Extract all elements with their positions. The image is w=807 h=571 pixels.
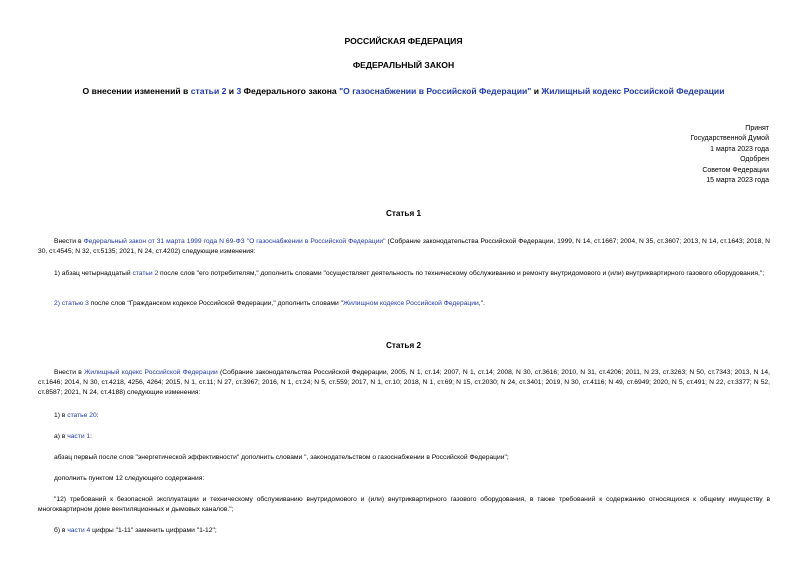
link-housing-code[interactable]: Жилищном кодексе Российской Федерации xyxy=(342,300,479,307)
link-part-1[interactable]: части 1 xyxy=(67,433,91,440)
title-link-housing-code[interactable]: Жилищный кодекс Российской Федерации xyxy=(541,86,725,96)
adoption-line: Принят xyxy=(745,125,769,132)
adoption-line: 15 марта 2023 года xyxy=(706,177,769,185)
article-2-paragraph: "12) требований к безопасной эксплуатации и техническому обслуживанию внутридомового и (или) внутриквартирного газового оборудования, в также требований к содержанию относящихся к общему имуществу в многоквартирном доме вентиляционных и дымовых каналов."; xyxy=(38,496,770,513)
law-title: О внесении изменений в статьи 2 и 3 Федерального закона "О газоснабжении в Российской Федерации" и Жилищный кодекс Российской Федерации xyxy=(82,86,725,96)
link-part-4[interactable]: части 4 xyxy=(67,527,91,534)
article-1-heading: Статья 1 xyxy=(385,209,422,218)
article-2-paragraph: абзац первый после слов "энергетической эффективности" дополнить словами ", законодательством о газоснабжении в Российской Федерации"; xyxy=(54,454,509,461)
article-2-paragraph: 1) в статье 20: xyxy=(54,412,99,419)
link-article-20[interactable]: статье 20 xyxy=(67,412,97,419)
link-article-3[interactable]: 2) статью 3 xyxy=(54,300,89,307)
title-link-gas-law[interactable]: "О газоснабжении в Российской Федерации" xyxy=(339,86,532,96)
article-2-paragraph: б) в части 4 цифры "1-11" заменить цифрами "1-12"; xyxy=(54,527,217,534)
title-link-article-3[interactable]: 3 xyxy=(236,86,242,96)
article-1-paragraph: 1) абзац четырнадцатый статьи 2 после слов "его потребителям," дополнить словами "осуществляет деятельность по техническому обслуживанию и ремонту внутридомового и (или) внутриквартирного газового оборудования,"; xyxy=(54,270,765,277)
article-2-paragraph: а) в части 1: xyxy=(54,433,93,440)
link-housing-code[interactable]: Жилищный кодекс Российской Федерации xyxy=(84,369,218,376)
adoption-line: Государственной Думой xyxy=(690,135,769,143)
article-2-paragraph: дополнить пунктом 12 следующего содержания: xyxy=(54,475,205,482)
adoption-block xyxy=(690,124,769,186)
link-gas-law[interactable]: Федеральный закон от 31 марта 1999 года N 69-ФЗ "О газоснабжении в Российской Федерации" xyxy=(83,238,386,245)
adoption-line: 1 марта 2023 года xyxy=(710,145,769,153)
article-1-paragraph: 2) статью 3 после слов "Гражданском кодексе Российской Федерации," дополнить словами "Жилищном кодексе Российской Федерации,". xyxy=(54,300,485,307)
link-article-2[interactable]: статьи 2 xyxy=(132,270,159,277)
article-2-heading: Статья 2 xyxy=(385,341,422,350)
country-heading: РОССИЙСКАЯ ФЕДЕРАЦИЯ xyxy=(344,36,463,46)
article-1-paragraph: Внести в Федеральный закон от 31 марта 1999 года N 69-ФЗ "О газоснабжении в Российской Федерации" (Собрание законодательства Российской Федерации, 1999, N 14, ст.1667; 2004, N 35, ст.3607; 2013, N 14, ст.1643; 2018, N 30, ст.4545; N 32, ст.5135; 2021, N 24, ст.4202) следующие изменения: xyxy=(38,238,770,255)
law-type-heading: ФЕДЕРАЛЬНЫЙ ЗАКОН xyxy=(352,60,455,70)
adoption-line: Одобрен xyxy=(740,156,769,164)
adoption-line: Советом Федерации xyxy=(702,166,769,174)
article-2-paragraph: Внести в Жилищный кодекс Российской Федерации (Собрание законодательства Российской Федерации, 2005, N 1, ст.14; 2007, N 1, ст.14; 2008, N 30, ст.3616; 2010, N 31, ст.4206; 2011, N 23, ст.3263; N 50, ст.7343; 2013, N 14, ст.1646; 2014, N 30, ст.4218, 4256, 4264; 2015, N 1, ст.11; N 27, ст.3967; 2016, N 1, ст.24; N 5, ст.559; 2017, N 1, ст.10; 2018, N 1, ст.69; N 15, ст.2030; N 24, ст.3401; 2019, N 30, ст.4116; N 49, ст.6949; 2020, N 5, ст.491; N 22, ст.3377; N 52, ст.8587; 2021, N 24, ст.4188) следующие изменения: xyxy=(38,369,770,396)
title-link-article-2[interactable]: статьи 2 xyxy=(190,86,227,96)
